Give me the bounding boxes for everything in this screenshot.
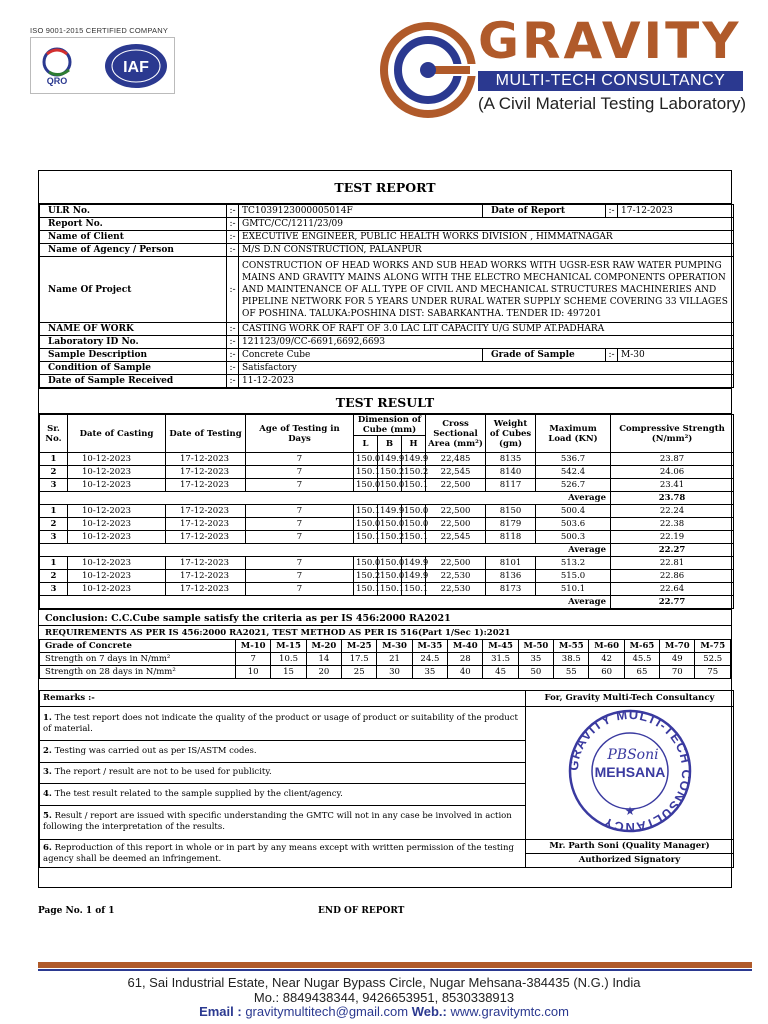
- stamp-area: [526, 707, 734, 840]
- table-row: [40, 505, 734, 518]
- grade-cell: M-25: [342, 640, 377, 653]
- cell-load: 536.7: [536, 453, 611, 466]
- cell-b: 150.1: [378, 583, 402, 596]
- address-line: 61, Sai Industrial Estate, Near Nugar Bypass Circle, Nugar Mehsana-384435 (N.G.) India: [127, 975, 641, 990]
- grade-cell: 49: [660, 653, 695, 666]
- company-stamp-icon: [545, 709, 715, 833]
- average-label: Average: [40, 492, 611, 505]
- signer-name: Mr. Parth Soni (Quality Manager): [526, 840, 733, 854]
- average-row: [40, 544, 734, 557]
- cell-area: 22,485: [426, 453, 486, 466]
- remark-text: [40, 741, 526, 762]
- web-link[interactable]: www.gravitymtc.com: [450, 1004, 569, 1019]
- average-value: 22.27: [611, 544, 734, 557]
- cell-load: 510.1: [536, 583, 611, 596]
- cell-load: 503.6: [536, 518, 611, 531]
- cell-strength: 23.87: [611, 453, 734, 466]
- brand-name: GRAVITY: [478, 12, 742, 70]
- cell-test: 17-12-2023: [166, 466, 246, 479]
- client-value: EXECUTIVE ENGINEER, PUBLIC HEALTH WORKS DIVISION , HIMMATNAGAR: [239, 231, 734, 244]
- grade-cell: 17.5: [342, 653, 377, 666]
- report-no-label: Report No.: [40, 218, 227, 231]
- cell-b: 149.9: [378, 453, 402, 466]
- cell-h: 149.9: [402, 453, 426, 466]
- cell-b: 150.0: [378, 557, 402, 570]
- iaf-logo-icon: [103, 42, 169, 90]
- remark-number: 4.: [43, 788, 52, 799]
- header-testing: Date of Testing: [166, 415, 246, 453]
- grade-cell: M-15: [271, 640, 306, 653]
- cell-l: 150.1: [354, 505, 378, 518]
- work-value: CASTING WORK OF RAFT OF 3.0 LAC LIT CAPACITY U/G SUMP AT.PADHARA: [239, 323, 734, 336]
- grade-label: Grade of Sample: [483, 349, 606, 362]
- condition-label: Condition of Sample: [40, 362, 227, 375]
- sample-desc-value: Concrete Cube: [239, 349, 483, 362]
- cell-h: 150.0: [402, 518, 426, 531]
- cell-l: 150.0: [354, 453, 378, 466]
- grade-cell: 45.5: [624, 653, 659, 666]
- grade-cell: 20: [306, 666, 341, 679]
- remark-text: [40, 762, 526, 783]
- grade-header-row: [40, 640, 731, 653]
- project-value: CONSTRUCTION OF HEAD WORKS AND SUB HEAD WORKS WITH UGSR-ESR RAW WATER PUMPING MAINS AND GRAVITY MAINS ALONG WITH THE ELECTRO MECHANICAL COMPONENTS OPERATION AND MAINTENANCE OF ALL TYPE OF CIVIL AND MECHANICAL STRUCTURES MACHINERIES AND PIPELINE NETWORK FOR 5 YEARS UNDER RURAL WATER SUPPLY SCHEME COVERING 33 VILLAGES OF POSHINA. TALUKA:POSHINA DIST: SABARKANTHA. TENDER ID: 497201: [239, 257, 734, 323]
- cell-area: 22,500: [426, 505, 486, 518]
- remark-item: [40, 840, 734, 868]
- grade-cell: 42: [589, 653, 624, 666]
- grade-cell: M-10: [236, 640, 271, 653]
- project-label: Name Of Project: [40, 257, 227, 323]
- conclusion: Conclusion: C.C.Cube sample satisfy the criteria as per IS 456:2000 RA2021: [39, 609, 731, 625]
- cell-cast: 10-12-2023: [68, 570, 166, 583]
- grade-cell: M-70: [660, 640, 695, 653]
- cell-age: 7: [246, 505, 354, 518]
- cell-sr: 1: [40, 557, 68, 570]
- table-row: [40, 453, 734, 466]
- cell-strength: 22.24: [611, 505, 734, 518]
- report-no-value: GMTC/CC/1211/23/09: [239, 218, 734, 231]
- work-label: NAME OF WORK: [40, 323, 227, 336]
- received-value: 11-12-2023: [239, 375, 734, 388]
- cell-strength: 22.81: [611, 557, 734, 570]
- average-label: Average: [40, 544, 611, 557]
- grade-cell: 75: [695, 666, 731, 679]
- cell-cast: 10-12-2023: [68, 583, 166, 596]
- email-link[interactable]: gravitymultitech@gmail.com: [245, 1004, 409, 1019]
- remark-number: 6.: [43, 842, 52, 853]
- grade-cell: 25: [342, 666, 377, 679]
- authorized-signatory: Authorized Signatory: [578, 855, 681, 865]
- grade-row-label: Grade of Concrete: [40, 640, 236, 653]
- cell-sr: 3: [40, 583, 68, 596]
- page-number: Page No. 1 of 1: [38, 906, 115, 916]
- grade-cell: 21: [377, 653, 412, 666]
- cell-load: 526.7: [536, 479, 611, 492]
- cell-load: 500.4: [536, 505, 611, 518]
- grade-cell: 55: [554, 666, 589, 679]
- header-strength: Compressive Strength (N/mm²): [611, 415, 734, 453]
- header-weight: Weight of Cubes (gm): [486, 415, 536, 453]
- iso-certification-text: ISO 9001-2015 CERTIFIED COMPANY: [30, 26, 169, 35]
- grade-cell: 7: [236, 653, 271, 666]
- cell-test: 17-12-2023: [166, 583, 246, 596]
- footer-divider: [38, 962, 752, 968]
- grade-cell: 30: [377, 666, 412, 679]
- cell-load: 500.3: [536, 531, 611, 544]
- qro-label: QRO: [46, 76, 68, 86]
- strength-7-day-row: [40, 653, 731, 666]
- cell-weight: 8179: [486, 518, 536, 531]
- grade-cell: 40: [448, 666, 483, 679]
- iaf-label: IAF: [123, 59, 149, 76]
- test-result-title: TEST RESULT: [39, 388, 731, 414]
- footer-contact: [0, 1004, 768, 1019]
- agency-label: Name of Agency / Person: [40, 244, 227, 257]
- table-row: [40, 557, 734, 570]
- cell-area: 22,500: [426, 557, 486, 570]
- remark-body: Reproduction of this report in whole or in part by any means except with written permission of the testing agency shall be deemed an infringement.: [43, 842, 514, 864]
- grade-cell: 10: [236, 666, 271, 679]
- cell-area: 22,545: [426, 466, 486, 479]
- average-row: [40, 492, 734, 505]
- cell-area: 22,545: [426, 531, 486, 544]
- mobile-line: Mo.: 8849438344, 9426653951, 8530338913: [253, 990, 515, 1005]
- cell-h: 149.9: [402, 557, 426, 570]
- remark-body: The test report does not indicate the quality of the product or usage of product or suitability of the product of material.: [43, 712, 518, 734]
- cell-cast: 10-12-2023: [68, 518, 166, 531]
- remarks-header-row: [40, 691, 734, 707]
- grade-cell: M-75: [695, 640, 731, 653]
- stamp-ring-text: GRAVITY MULTI-TECH CONSULTANCY: [565, 709, 694, 833]
- svg-text:★: ★: [624, 804, 635, 818]
- cell-age: 7: [246, 557, 354, 570]
- remark-text: [40, 707, 526, 741]
- cell-test: 17-12-2023: [166, 453, 246, 466]
- cell-sr: 3: [40, 479, 68, 492]
- cell-h: 150.0: [402, 505, 426, 518]
- report-info-table: ULR No. :- TC1039123000005014F Date of Report :- 17-12-2023 Report No. :- GMTC/CC/1211/23/09 Name of Client :- EXECUTIVE ENGINEER, PUBLIC HEALTH WORKS DIVISION , HIMMATNAGAR Name of Agency / Person :- M/S D.N CONSTRUCTION, PALANPUR Name Of Project :- CONSTRUCTION OF HEAD WORKS AND SUB HEAD WORKS WITH UGSR-ESR RAW WATER PUMPING MAINS AND GRAVITY MAINS ALONG WITH THE ELECTRO MECHANICAL COMPONENTS OPERATION AND MAINTENANCE OF ALL TYPE OF CIVIL AND MECHANICAL STRUCTURES MACHINERIES AND PIPELINE NETWORK FOR 5 YEARS UNDER RURAL WATER SUPPLY SCHEME COVERING 33 VILLAGES OF POSHINA. TALUKA:POSHINA DIST: SABARKANTHA. TENDER ID: 497201 NAME OF WORK :- CASTING WORK OF RAFT OF 3.0 LAC LIT CAPACITY U/G SUMP AT.PADHARA Laboratory ID No. :- 121123/09/CC-6691,6692,6693 Sample Description :- Concrete Cube Grade of Sample :- M-30 Condition of Sample :- Satisfactory Date of Sample Received :- 11-12-2023: [39, 204, 734, 388]
- for-company: For, Gravity Multi-Tech Consultancy: [526, 691, 734, 707]
- remark-text: [40, 840, 526, 868]
- grade-cell: 65: [624, 666, 659, 679]
- cell-l: 150.0: [354, 518, 378, 531]
- grade-cell: 35: [518, 653, 553, 666]
- cell-sr: 2: [40, 518, 68, 531]
- cell-cast: 10-12-2023: [68, 531, 166, 544]
- cell-age: 7: [246, 479, 354, 492]
- cell-age: 7: [246, 570, 354, 583]
- remark-number: 1.: [43, 712, 52, 723]
- cell-sr: 3: [40, 531, 68, 544]
- lab-id-label: Laboratory ID No.: [40, 336, 227, 349]
- remark-number: 5.: [43, 811, 52, 822]
- cell-strength: 22.64: [611, 583, 734, 596]
- cell-b: 150.0: [378, 479, 402, 492]
- cell-h: 150.1: [402, 531, 426, 544]
- cell-test: 17-12-2023: [166, 518, 246, 531]
- signatory-block: [526, 840, 734, 868]
- report-title: TEST REPORT: [39, 171, 731, 204]
- grade-cell: 15: [271, 666, 306, 679]
- cell-load: 515.0: [536, 570, 611, 583]
- grade-cell: M-60: [589, 640, 624, 653]
- header-b: B: [378, 436, 402, 453]
- remarks-table: [39, 690, 734, 868]
- signature: PBSoni: [606, 747, 659, 763]
- grade-cell: M-20: [306, 640, 341, 653]
- letterhead: [0, 0, 768, 130]
- qro-logo-icon: [37, 44, 89, 88]
- remark-number: 2.: [43, 746, 52, 757]
- received-label: Date of Sample Received: [40, 375, 227, 388]
- cell-strength: 23.41: [611, 479, 734, 492]
- cell-test: 17-12-2023: [166, 570, 246, 583]
- grade-cell: M-35: [412, 640, 447, 653]
- cell-h: 150.2: [402, 466, 426, 479]
- cell-b: 150.0: [378, 518, 402, 531]
- grade-cell: 52.5: [695, 653, 731, 666]
- remark-item: [40, 707, 734, 741]
- cell-l: 150.2: [354, 570, 378, 583]
- cell-l: 150.1: [354, 583, 378, 596]
- grade-cell: 28: [448, 653, 483, 666]
- cell-strength: 22.19: [611, 531, 734, 544]
- cell-weight: 8117: [486, 479, 536, 492]
- cell-sr: 1: [40, 505, 68, 518]
- cell-l: 150.1: [354, 531, 378, 544]
- remark-body: The report / result are not to be used for publicity.: [51, 767, 272, 778]
- grade-cell: 24.5: [412, 653, 447, 666]
- cell-sr: 1: [40, 453, 68, 466]
- cell-weight: 8150: [486, 505, 536, 518]
- cell-sr: 2: [40, 466, 68, 479]
- grade-cell: M-65: [624, 640, 659, 653]
- cell-b: 150.0: [378, 570, 402, 583]
- header-age: Age of Testing in Days: [246, 415, 354, 453]
- grade-cell: 45: [483, 666, 518, 679]
- cell-age: 7: [246, 531, 354, 544]
- cell-weight: 8136: [486, 570, 536, 583]
- grade-cell: M-55: [554, 640, 589, 653]
- cell-weight: 8173: [486, 583, 536, 596]
- cell-weight: 8101: [486, 557, 536, 570]
- grade-row-label: Strength on 7 days in N/mm²: [40, 653, 236, 666]
- cell-area: 22,530: [426, 570, 486, 583]
- header-dimension: Dimension of Cube (mm): [354, 415, 426, 436]
- ulr-label: ULR No.: [40, 205, 227, 218]
- date-of-report-label: Date of Report: [483, 205, 606, 218]
- grade-row-label: Strength on 28 days in N/mm²: [40, 666, 236, 679]
- grade-cell: 31.5: [483, 653, 518, 666]
- date-of-report-value: 17-12-2023: [618, 205, 734, 218]
- cell-test: 17-12-2023: [166, 505, 246, 518]
- cell-cast: 10-12-2023: [68, 466, 166, 479]
- table-row: [40, 531, 734, 544]
- cell-h: 150.1: [402, 479, 426, 492]
- condition-value: Satisfactory: [239, 362, 734, 375]
- remark-body: Testing was carried out as per IS/ASTM codes.: [51, 746, 257, 757]
- table-row: [40, 479, 734, 492]
- average-label: Average: [40, 596, 611, 609]
- web-label: Web.:: [411, 1004, 447, 1019]
- cell-test: 17-12-2023: [166, 479, 246, 492]
- table-row: [40, 570, 734, 583]
- cell-cast: 10-12-2023: [68, 479, 166, 492]
- cell-test: 17-12-2023: [166, 531, 246, 544]
- grade-value: M-30: [618, 349, 734, 362]
- header-cross: Cross Sectional Area (mm²): [426, 415, 486, 453]
- cell-strength: 22.38: [611, 518, 734, 531]
- cell-age: 7: [246, 453, 354, 466]
- grade-requirements-table: [39, 639, 731, 679]
- client-label: Name of Client: [40, 231, 227, 244]
- cell-b: 150.2: [378, 466, 402, 479]
- grade-cell: M-40: [448, 640, 483, 653]
- cell-b: 149.9: [378, 505, 402, 518]
- header-load: Maximum Load (KN): [536, 415, 611, 453]
- cell-sr: 2: [40, 570, 68, 583]
- grade-cell: 50: [518, 666, 553, 679]
- header-l: L: [354, 436, 378, 453]
- grade-cell: M-50: [518, 640, 553, 653]
- gravity-logo-icon: [378, 20, 478, 120]
- grade-cell: 70: [660, 666, 695, 679]
- certification-logos: [30, 37, 175, 94]
- cell-h: 150.1: [402, 583, 426, 596]
- agency-value: M/S D.N CONSTRUCTION, PALANPUR: [239, 244, 734, 257]
- brand-tagline-bar: MULTI-TECH CONSULTANCY: [478, 71, 743, 91]
- cell-weight: 8140: [486, 466, 536, 479]
- grade-cell: M-45: [483, 640, 518, 653]
- grade-cell: 10.5: [271, 653, 306, 666]
- cell-test: 17-12-2023: [166, 557, 246, 570]
- remark-body: The test result related to the sample supplied by the client/agency.: [51, 788, 343, 799]
- table-row: [40, 466, 734, 479]
- cell-age: 7: [246, 518, 354, 531]
- average-value: 22.77: [611, 596, 734, 609]
- cell-weight: 8118: [486, 531, 536, 544]
- cell-area: 22,500: [426, 518, 486, 531]
- cell-l: 150.0: [354, 479, 378, 492]
- cell-l: 150.1: [354, 466, 378, 479]
- cell-strength: 24.06: [611, 466, 734, 479]
- grade-cell: 60: [589, 666, 624, 679]
- remarks-title: Remarks :-: [40, 691, 526, 707]
- cell-strength: 22.86: [611, 570, 734, 583]
- test-result-table: [39, 414, 734, 609]
- strength-28-day-row: [40, 666, 731, 679]
- sample-desc-label: Sample Description: [40, 349, 227, 362]
- brand-subtitle: (A Civil Material Testing Laboratory): [478, 94, 747, 113]
- remark-number: 3.: [43, 767, 52, 778]
- remark-text: [40, 784, 526, 805]
- remark-text: [40, 805, 526, 839]
- cell-cast: 10-12-2023: [68, 453, 166, 466]
- lab-id-value: 121123/09/CC-6691,6692,6693: [239, 336, 734, 349]
- end-of-report: END OF REPORT: [318, 906, 405, 916]
- cell-area: 22,500: [426, 479, 486, 492]
- cell-weight: 8135: [486, 453, 536, 466]
- cell-l: 150.0: [354, 557, 378, 570]
- header-sr: Sr. No.: [40, 415, 68, 453]
- cell-load: 513.2: [536, 557, 611, 570]
- footer-divider-accent: [38, 969, 752, 971]
- average-value: 23.78: [611, 492, 734, 505]
- grade-cell: 14: [306, 653, 341, 666]
- cell-cast: 10-12-2023: [68, 505, 166, 518]
- email-label: Email :: [199, 1004, 242, 1019]
- cell-load: 542.4: [536, 466, 611, 479]
- header-casting: Date of Casting: [68, 415, 166, 453]
- cell-b: 150.2: [378, 531, 402, 544]
- table-row: [40, 583, 734, 596]
- footer-address: [0, 975, 768, 1005]
- cell-cast: 10-12-2023: [68, 557, 166, 570]
- cell-area: 22,530: [426, 583, 486, 596]
- average-row: [40, 596, 734, 609]
- stamp-city: MEHSANA: [594, 764, 665, 780]
- ulr-value: TC1039123000005014F: [239, 205, 483, 218]
- grade-cell: 35: [412, 666, 447, 679]
- cell-age: 7: [246, 583, 354, 596]
- table-row: [40, 518, 734, 531]
- header-h: H: [402, 436, 426, 453]
- remark-body: Result / report are issued with specific understanding the GMTC will not in any case be involved in action following the interpretation of the results.: [43, 811, 512, 833]
- grade-cell: 38.5: [554, 653, 589, 666]
- grade-cell: M-30: [377, 640, 412, 653]
- cell-h: 149.9: [402, 570, 426, 583]
- test-report: [38, 170, 732, 888]
- requirements: REQUIREMENTS AS PER IS 456:2000 RA2021, TEST METHOD AS PER IS 516(Part 1/Sec 1):2021: [39, 625, 731, 639]
- result-rows: [40, 453, 734, 609]
- cell-age: 7: [246, 466, 354, 479]
